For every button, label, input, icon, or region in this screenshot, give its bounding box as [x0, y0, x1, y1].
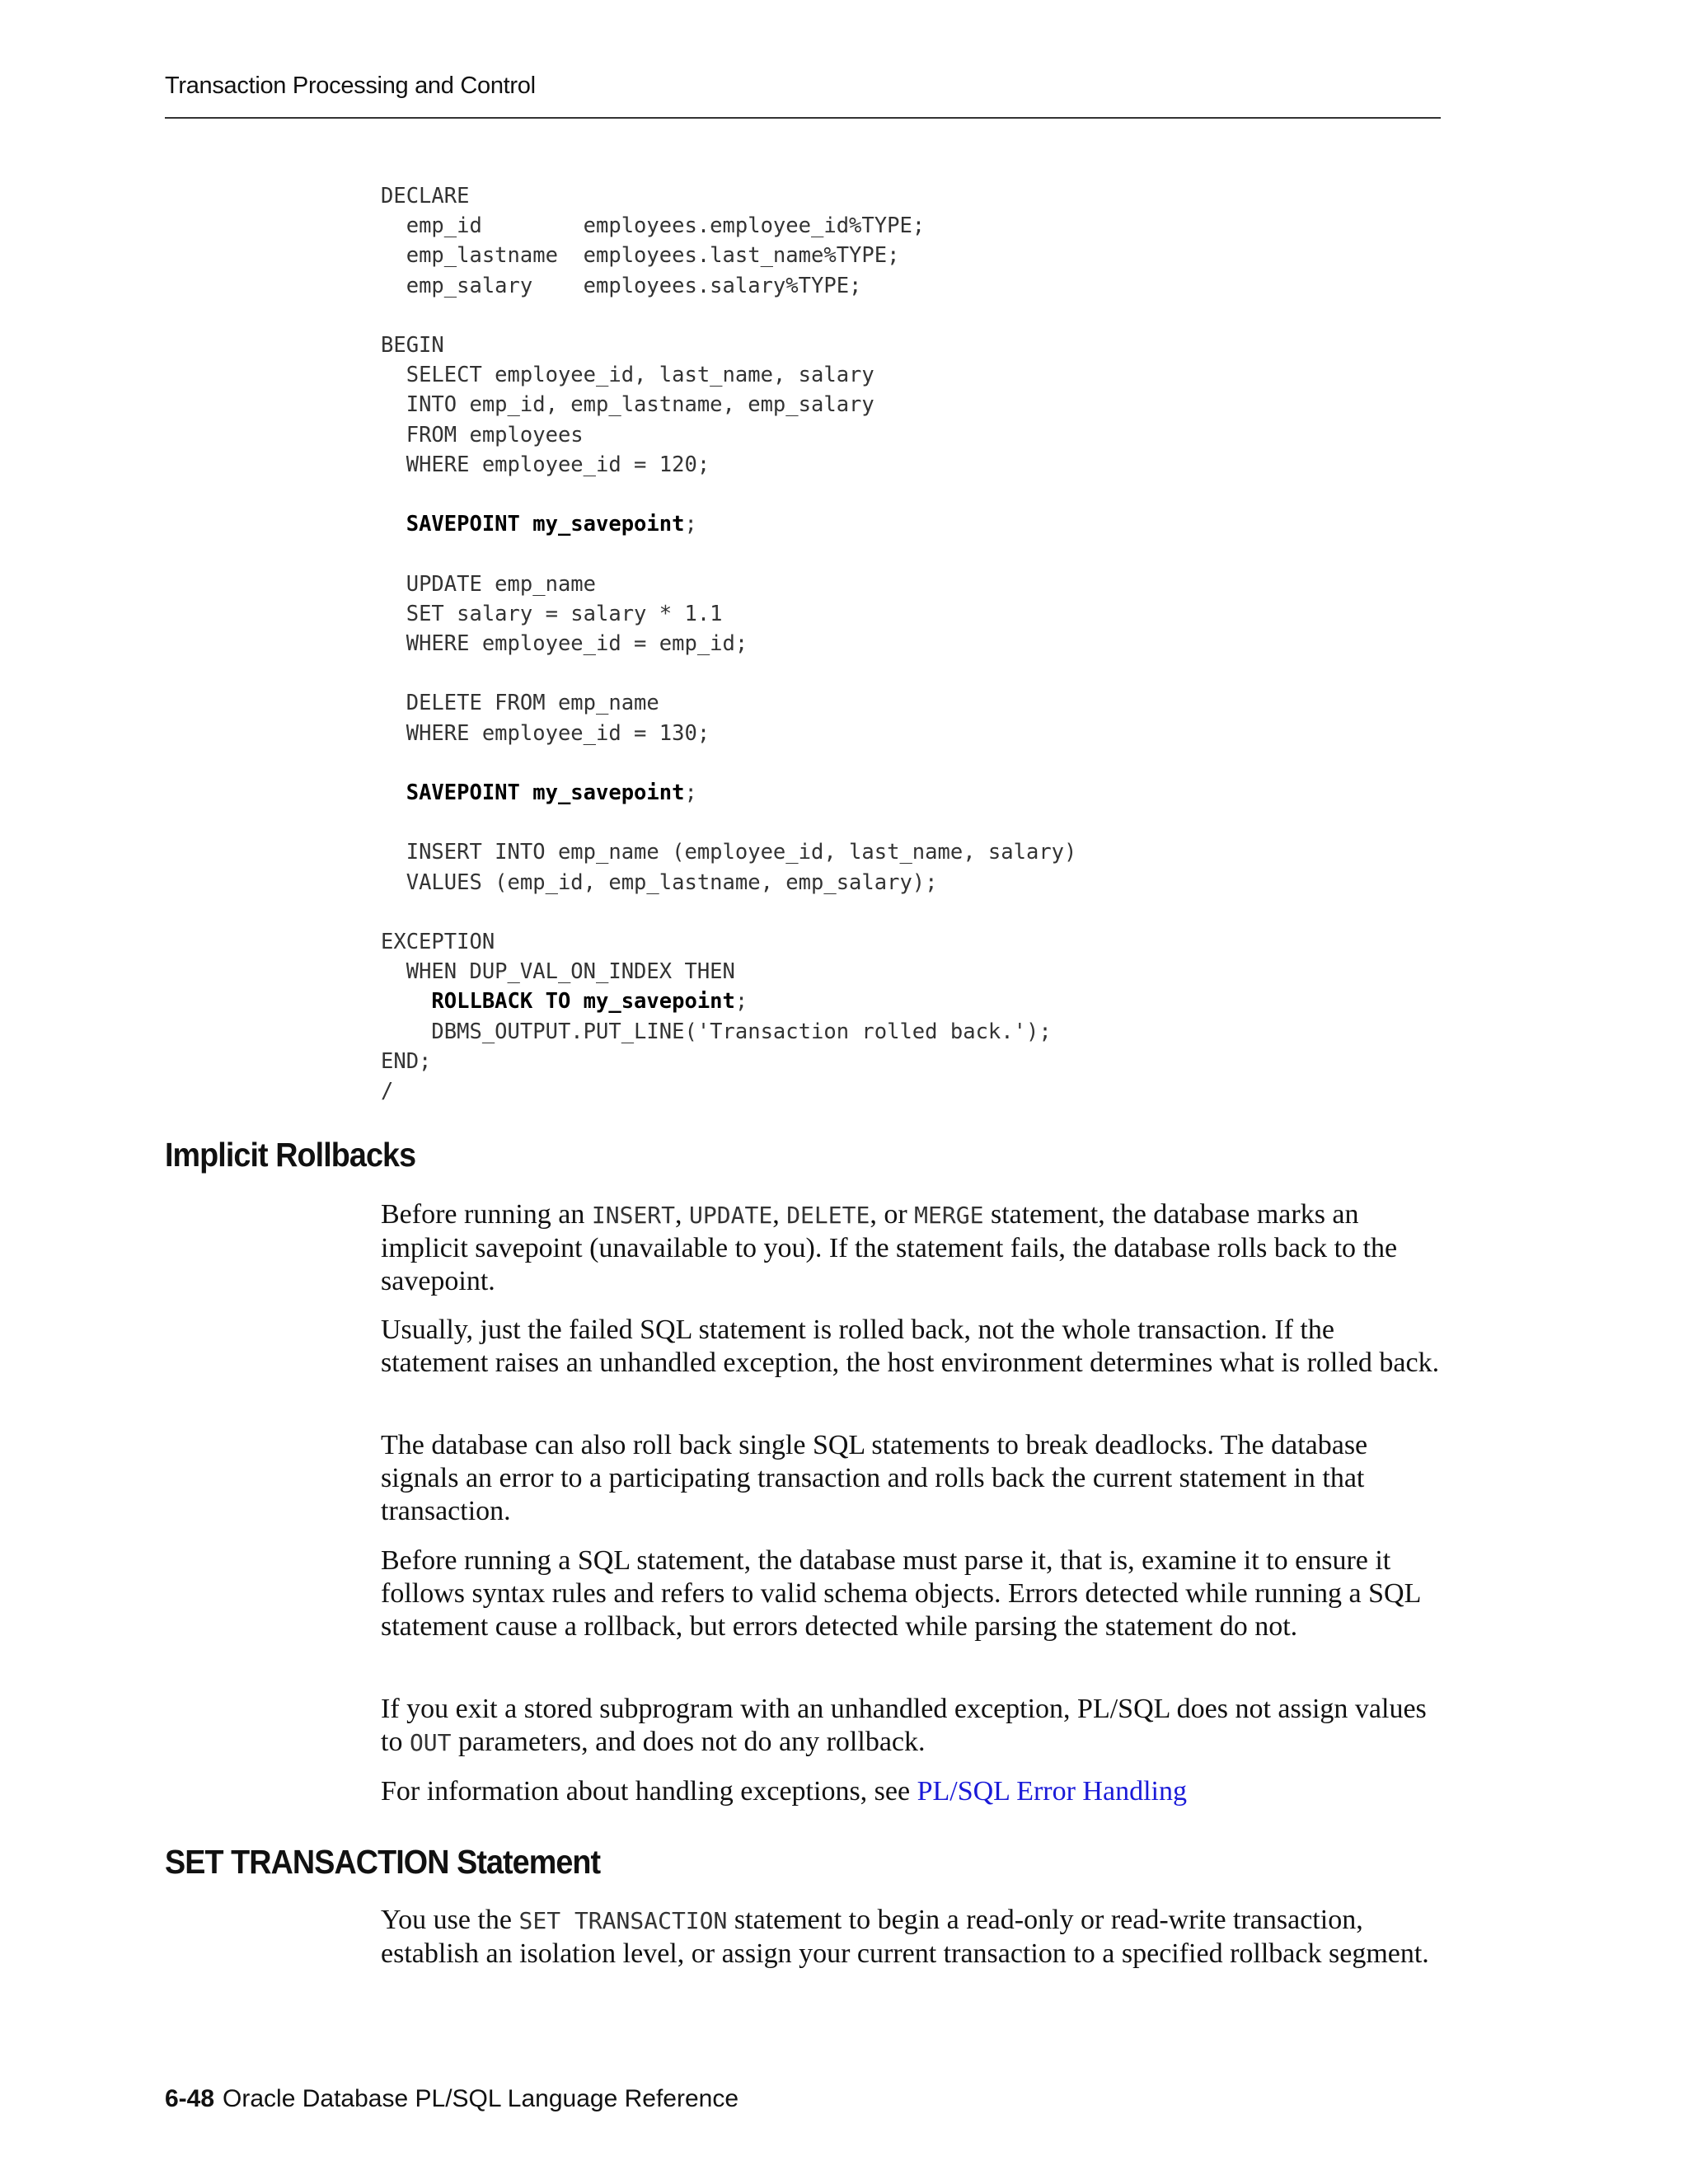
paragraph-exception-handling [381, 1775, 1444, 1808]
code-line [381, 450, 1076, 480]
code-line-text: END; [381, 1048, 432, 1074]
code-line [381, 271, 1076, 301]
code-line [381, 301, 1076, 330]
code-line [381, 569, 1076, 599]
code-line-rest: ; [734, 989, 748, 1015]
code-line [381, 181, 1076, 211]
code-line [381, 808, 1076, 837]
code-delete: DELETE [786, 1202, 870, 1229]
text: If you exit a stored subprogram with an unhandled exception, PL/SQL does not assign values to [381, 1694, 1427, 1757]
code-line-text: emp_id employees.employee_id%TYPE; [406, 213, 926, 239]
code-line [381, 987, 1076, 1016]
header-divider [165, 117, 1441, 119]
code-line-text: WHERE employee_id = 130; [406, 720, 710, 746]
page-number: 6-48 [165, 2085, 215, 2112]
text: parameters, and does not do any rollback. [451, 1727, 926, 1757]
text: , or [870, 1199, 915, 1230]
code-line [381, 241, 1076, 270]
text: For information about handling exceptions, see [381, 1776, 917, 1807]
link-plsql-error-handling[interactable]: PL/SQL Error Handling [917, 1776, 1187, 1807]
code-line-text: DELETE FROM emp_name [406, 691, 659, 716]
text: , [772, 1199, 787, 1230]
code-line-text: DBMS_OUTPUT.PUT_LINE('Transaction rolled back.'); [431, 1019, 1052, 1044]
code-line [381, 330, 1076, 360]
code-line-text: / [381, 1078, 394, 1104]
code-line-bold: ROLLBACK TO my_savepoint [431, 989, 735, 1015]
code-line [381, 1076, 1076, 1106]
paragraph-failed-statement: Usually, just the failed SQL statement is rolled back, not the whole transaction. If the statement raises an unhandled exception, the host environment determines what is rolled back. [381, 1315, 1440, 1378]
code-line [381, 1047, 1076, 1076]
running-header: Transaction Processing and Control [165, 73, 536, 99]
code-line [381, 748, 1076, 778]
code-line-text: INTO emp_id, emp_lastname, emp_salary [406, 392, 874, 418]
paragraph-out-parameters [381, 1693, 1444, 1760]
paragraph-implicit-savepoint [381, 1198, 1444, 1298]
code-line [381, 957, 1076, 987]
code-line [381, 658, 1076, 688]
text: statement, the database marks an implicit savepoint (unavailable to you). If the statement fails, the database rolls back to the savepoint. [381, 1199, 1398, 1296]
code-line-text: EXCEPTION [381, 929, 495, 954]
text: statement to begin a read-only or read-write transaction, establish an isolation level, or assign your current transaction to a specified rollback segment. [381, 1905, 1429, 1969]
code-line [381, 629, 1076, 658]
heading-set-transaction: SET TRANSACTION Statement [165, 1843, 601, 1881]
code-line [381, 719, 1076, 748]
page-footer [165, 2085, 738, 2113]
heading-implicit-rollbacks: Implicit Rollbacks [165, 1136, 416, 1174]
code-out: OUT [409, 1729, 452, 1756]
code-line-text: FROM employees [406, 422, 584, 448]
code-line [381, 688, 1076, 718]
code-line-rest: ; [684, 780, 697, 805]
code-line-text: VALUES (emp_id, emp_lastname, emp_salary); [406, 869, 938, 895]
code-line [381, 778, 1076, 808]
code-line-text: WHERE employee_id = 120; [406, 452, 710, 477]
code-line-text: SELECT employee_id, last_name, salary [406, 363, 874, 388]
code-line [381, 898, 1076, 927]
code-line [381, 837, 1076, 867]
text: , [675, 1199, 690, 1230]
text: You use the [381, 1905, 519, 1935]
code-line [381, 599, 1076, 629]
code-line-bold: SAVEPOINT my_savepoint [406, 512, 685, 537]
code-merge: MERGE [914, 1202, 984, 1229]
code-line [381, 390, 1076, 419]
code-line [381, 1017, 1076, 1047]
code-line [381, 420, 1076, 450]
code-line [381, 480, 1076, 509]
code-line-text: emp_salary employees.salary%TYPE; [406, 273, 862, 298]
code-line-text: WHERE employee_id = emp_id; [406, 631, 748, 656]
code-line [381, 539, 1076, 569]
code-example [381, 181, 1076, 1106]
code-line-text: UPDATE emp_name [406, 571, 597, 597]
code-line [381, 868, 1076, 898]
code-line [381, 927, 1076, 957]
code-line [381, 211, 1076, 241]
code-line-text: WHEN DUP_VAL_ON_INDEX THEN [406, 959, 735, 985]
text: Before running an [381, 1199, 592, 1230]
code-set-transaction: SET TRANSACTION [518, 1907, 728, 1934]
paragraph-set-transaction [381, 1904, 1444, 1971]
code-line [381, 509, 1076, 539]
code-line-text: emp_lastname employees.last_name%TYPE; [406, 243, 900, 269]
code-line-text: BEGIN [381, 333, 444, 358]
code-line-text: DECLARE [381, 184, 470, 209]
code-line-rest: ; [684, 512, 697, 537]
book-title: Oracle Database PL/SQL Language Reference [223, 2085, 739, 2112]
paragraph-parse-errors: Before running a SQL statement, the database must parse it, that is, examine it to ensure it follows syntax rules and refers to valid schema objects. Errors detected while running a SQL statement cause a rollback, but errors detected while parsing the statement do not. [381, 1545, 1421, 1642]
code-line [381, 360, 1076, 390]
code-line-text: SET salary = salary * 1.1 [406, 601, 723, 626]
code-update: UPDATE [689, 1202, 773, 1229]
paragraph-deadlocks: The database can also roll back single SQL statements to break deadlocks. The database signals an error to a participating transaction and rolls back the current statement in that transaction. [381, 1430, 1368, 1526]
code-line-bold: SAVEPOINT my_savepoint [406, 780, 685, 805]
code-line-text: INSERT INTO emp_name (employee_id, last_name, salary) [406, 840, 1077, 865]
code-insert: INSERT [591, 1202, 676, 1229]
